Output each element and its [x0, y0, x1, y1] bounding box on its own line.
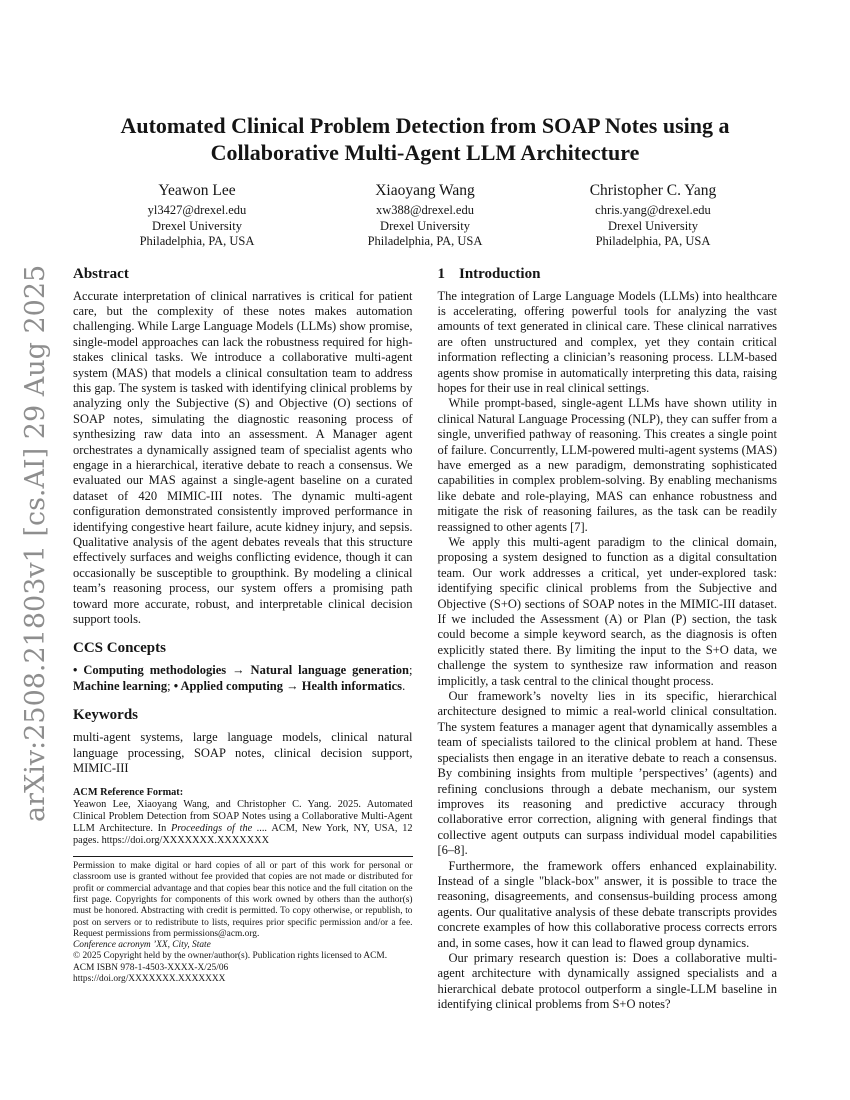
author-email: chris.yang@drexel.edu: [595, 203, 711, 217]
copyright-line: © 2025 Copyright held by the owner/author(s). Publication rights licensed to ACM.: [73, 951, 388, 962]
author-name: Christopher C. Yang: [589, 182, 717, 199]
author-name: Xiaoyang Wang: [375, 182, 475, 199]
author-name: Yeawon Lee: [158, 182, 236, 199]
acm-ref-venue: Proceedings of the ....: [171, 823, 268, 835]
abstract-heading: Abstract: [73, 265, 129, 282]
right-column: [438, 266, 778, 1013]
keywords-body: [73, 730, 413, 776]
intro-paragraph-6: Our primary research question is: Does a collaborative multi-agent architecture with dynamically assigned specialists and a hierarchical debate protocol outperform a single-LLM baseline in identifying clinical problems from S+O notes?: [437, 950, 777, 1012]
abstract-body: [73, 289, 413, 628]
intro-paragraph-2: While prompt-based, single-agent LLMs have shown utility in clinical Natural Language Processing (NLP), they can suffer from a single, unverified pathway of reasoning. This creates a single point of failure. Concurrently, LLM-powered multi-agent systems (MAS) have emerged as a new paradigm, demonstrating sophisticated capabilities in complex problem-solving. By enabling mechanisms like debate and role-playing, MAS can enhance robustness and mitigate the risk of reasoning failures, as the task can be readily reassigned to other agents [7].: [437, 396, 777, 534]
acm-ref-heading: ACM Reference Format:: [73, 787, 184, 799]
intro-paragraph-5: Furthermore, the framework offers enhanced explainability. Instead of a single "black-box" answer, it is possible to trace the reasoning, disagreements, and consensus-building process among agents. Our qualitative analysis of these debate transcripts provides concrete examples of how this collaborative process corrects errors and, in some cases, how it can lead to flawed group dynamics.: [437, 858, 777, 950]
abstract-paragraph: Accurate interpretation of clinical narratives is critical for patient care, but the complexity of these notes makes automation challenging. While Large Language Models (LLMs) show promise, single-model approaches can lack the robustness required for high-stakes clinical tasks. We introduce a collaborative multi-agent system (MAS) that models a clinical consultation team to address this gap. The system is tasked with identifying clinical problems by analyzing only the Subjective (S) and Objective (O) sections of SOAP notes, simulating the diagnostic reasoning process of synthesizing raw data into an assessment. A Manager agent orchestrates a dynamically assigned team of specialist agents who engage in a hierarchical, iterative debate to reach a consensus. We evaluated our MAS against a single-agent baseline on a curated dataset of 420 MIMIC-III notes. The dynamic multi-agent configuration demonstrated consistently improved performance in identifying congestive heart failure, acute kidney injury, and sepsis. Qualitative analysis of the agent debates reveals that this structure effectively surfaces and weighs conflicting evidence, though it can occasionally be susceptible to groupthink. By modeling a clinical team’s reasoning process, our system offers a promising path toward more accurate, robust, and interpretable clinical decision support tools.: [73, 288, 413, 627]
introduction-heading: [438, 266, 778, 283]
permission-statement: Permission to make digital or hard copies of all or part of this work for personal or classroom use is granted without fee provided that copies are not made or distributed for profit or commercial advantage and that copies bear this notice and the full citation on the first page. Copyrights for components of this work owned by others than the author(s) must be honored. Abstracting with credit is permitted. To copy otherwise, or republish, to post on servers or to redistribute to lists, requires prior specific permission and/or a fee. Request permissions from permissions@acm.org.: [73, 861, 413, 939]
intro-paragraph-1: The integration of Large Language Models (LLMs) into healthcare is accelerating, offering powerful tools for analyzing the vast amounts of text generated in clinical care. These clinical narratives are often unstructured and complex, yet they contain critical information reflecting a clinician’s reasoning process. LLM-based agents show promise in automatically interpreting this data, raising hopes for their use in real clinical settings.: [437, 288, 777, 395]
ccs-concept-3: • Applied computing → Health informatics: [173, 678, 403, 693]
ccs-heading: CCS Concepts: [73, 640, 166, 657]
arxiv-watermark: arXiv:2508.21803v1 [cs.AI] 29 Aug 2025: [20, 264, 51, 822]
section-number: 1: [437, 265, 445, 282]
author-location: Philadelphia, PA, USA: [367, 234, 483, 248]
section-title: Introduction: [459, 265, 541, 282]
doi-line: https://doi.org/XXXXXXX.XXXXXXX: [73, 974, 226, 985]
keywords-heading: Keywords: [73, 707, 138, 724]
copyright-footnote: [73, 856, 413, 985]
ccs-body: [73, 663, 413, 694]
author-1: [83, 181, 311, 250]
ccs-separator-2: ;: [167, 678, 174, 693]
author-affiliation: Drexel University: [152, 218, 242, 233]
ccs-period: .: [402, 678, 406, 693]
author-affiliation: Drexel University: [608, 218, 698, 233]
paper-title: [0, 0, 850, 166]
author-2: [311, 181, 539, 250]
author-email: yl3427@drexel.edu: [147, 203, 247, 217]
conference-line: Conference acronym ’XX, City, State: [73, 940, 211, 951]
acm-ref-text-before: Yeawon Lee, Xiaoyang Wang, and Christopher C. Yang. 2025. Automated Clinical Problem Detection from SOAP Notes using a Collaborative Multi-Agent LLM Architecture. In: [73, 799, 413, 835]
keywords-paragraph: multi-agent systems, large language models, clinical natural language processing, SOAP notes, clinical decision support, MIMIC-III: [73, 730, 413, 776]
intro-paragraph-3: We apply this multi-agent paradigm to the clinical domain, proposing a system designed to function as a digital consultation team. Our work addresses a critical, yet under-explored task: identifying specific clinical problems from the Subjective and Objective (S+O) sections of SOAP notes in the MIMIC-III dataset. If we included the Assessment (A) or Plan (P) section, the task could become a simple keyword search, as the diagnosis is often explicitly stated there. By limiting the input to the S+O data, we challenge the system to synthesize raw information and reason implicitly, a task central to the clinical thought process.: [437, 535, 777, 688]
ccs-separator-1: ;: [409, 663, 413, 678]
author-email: xw388@drexel.edu: [376, 203, 474, 217]
author-affiliation: Drexel University: [380, 218, 470, 233]
ccs-concept-2: Machine learning: [73, 678, 168, 693]
paper-title-line1: Automated Clinical Problem Detection from SOAP Notes using a: [120, 113, 730, 138]
intro-paragraph-4: Our framework’s novelty lies in its specific, hierarchical architecture designed to mimic a real-world clinical consultation. The system features a manager agent that dynamically assembles a team of specialists tailored to the clinical problem at hand. These specialists then engage in an iterative debate to reach a consensus. By combining insights from multiple ’perspectives’ (agents) and refining conclusions through a debate mechanism, our system improves its reasoning and predictive accuracy through collaborative error correction, aligning with general findings that collective agent outputs can surpass individual model capabilities [6–8].: [437, 689, 777, 858]
isbn-line: ACM ISBN 978-1-4503-XXXX-X/25/06: [73, 962, 229, 973]
author-3: [539, 181, 767, 250]
paper-title-line2: Collaborative Multi-Agent LLM Architecture: [210, 140, 640, 165]
author-location: Philadelphia, PA, USA: [139, 234, 255, 248]
two-column-body: [73, 266, 777, 1013]
ccs-paragraph: [73, 663, 413, 694]
ccs-concept-1: • Computing methodologies → Natural language generation: [73, 663, 410, 678]
author-location: Philadelphia, PA, USA: [595, 234, 711, 248]
acm-ref-paragraph: [73, 799, 413, 847]
left-column: [73, 266, 413, 1013]
introduction-body: [438, 289, 778, 1013]
acm-ref-body: [73, 799, 413, 847]
author-block: [0, 181, 850, 250]
acm-ref-text-after: ACM, New York, NY, USA, 12 pages. https://doi.org/XXXXXXX.XXXXXXX: [73, 823, 413, 847]
